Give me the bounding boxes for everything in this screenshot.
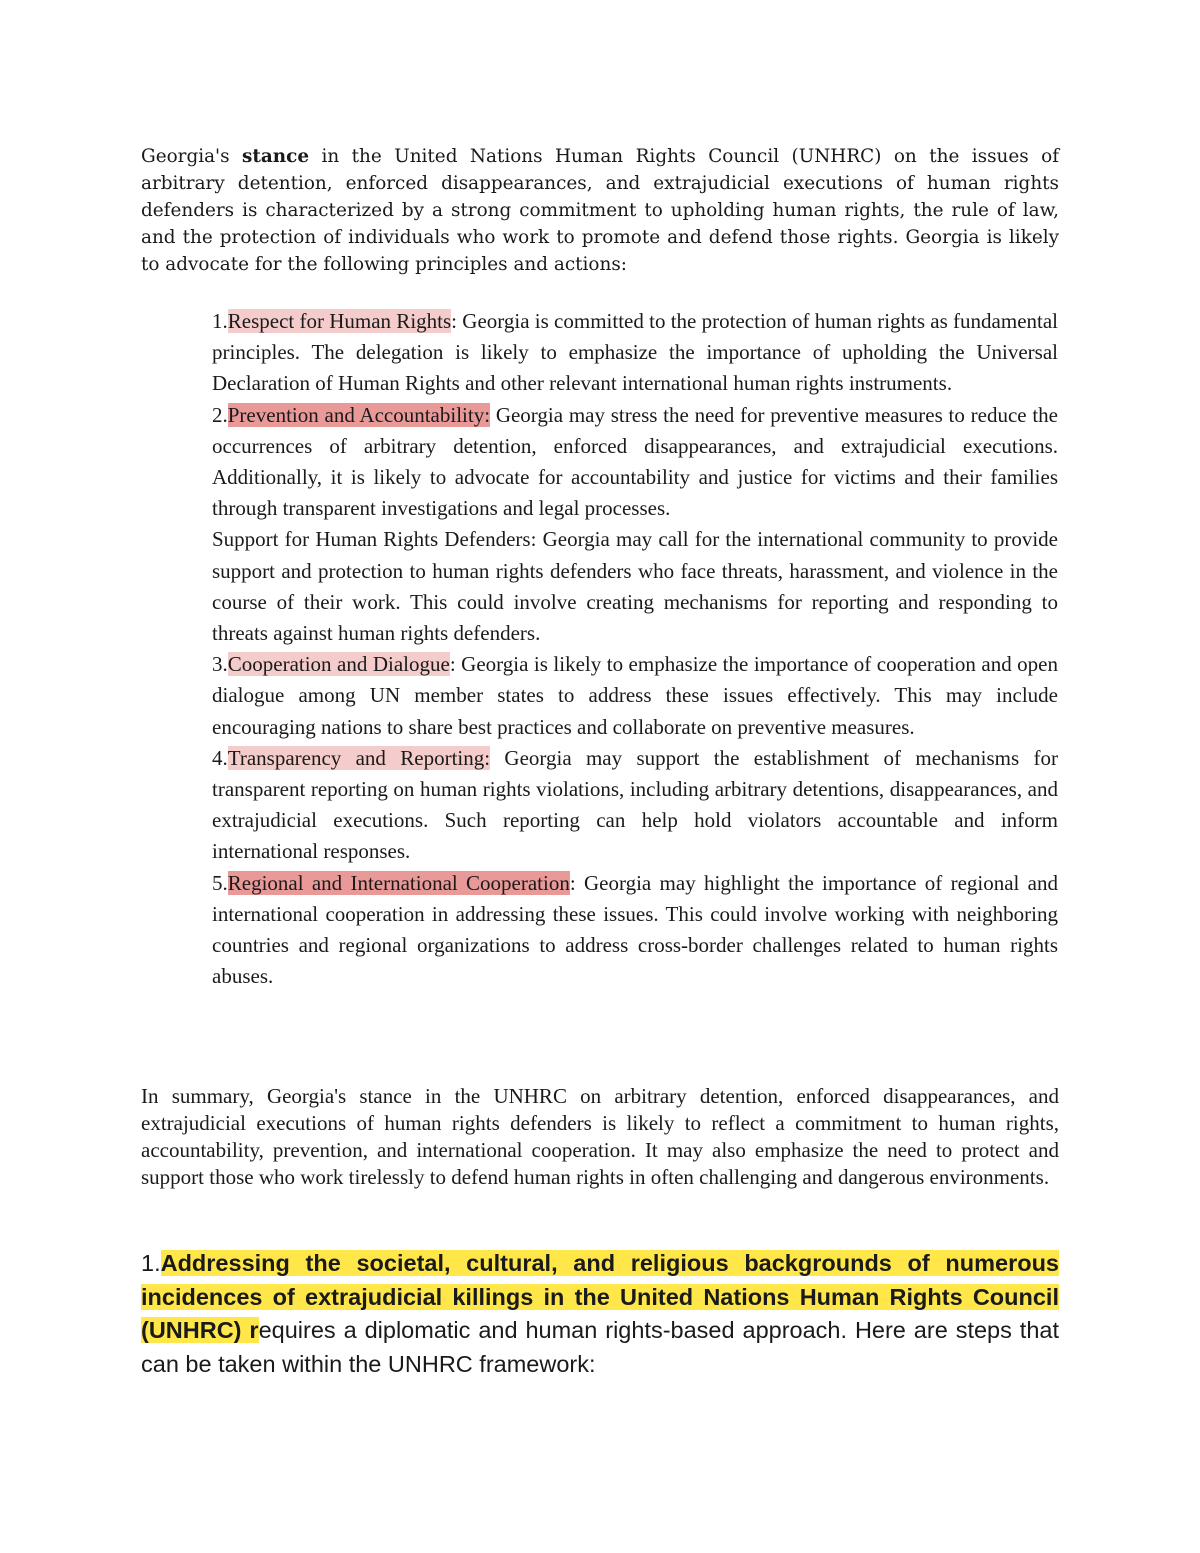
item-number: 3.: [212, 652, 228, 677]
item-number: 1.: [212, 309, 228, 333]
principles-list: [212, 306, 1058, 992]
support-paragraph: Support for Human Rights Defenders: Georgia may call for the international community to provide support and protection to human rights defenders who face threats, harassment, and violence in the course of their work. This could involve creating mechanisms for reporting and responding to threats against human rights defenders.: [212, 527, 1058, 646]
item-body: Georgia is committed to the protection of human rights as fundamental principles. The delegation is likely to emphasize the importance of upholding the Universal Declaration of Human Rights and other relevant international human rights instruments.: [212, 309, 1059, 396]
intro-rest: in the United Nations Human Rights Council (UNHRC) on the issues of arbitrary detention, enforced disappearances, and extrajudicial executions of human rights defenders is characterized by a strong commitment to upholding human rights, the rule of law, and the protection of individuals who work to promote and defend those rights. Georgia is likely to advocate for the following principles and actions:: [141, 146, 1059, 275]
intro-lead: Georgia's: [141, 146, 242, 167]
item-title-highlight: Respect for Human Rights: [227, 309, 452, 333]
item-body: Georgia may highlight the importance of regional and international cooperation in addressing these issues. This could involve working with neighboring countries and regional organizations to address cross-border challenges related to human rights abuses.: [212, 870, 1058, 989]
item-number: 2.: [212, 402, 228, 427]
list-item: [212, 306, 1058, 400]
item-title-highlight: Cooperation and Dialogue: [227, 652, 450, 677]
section-heading: [141, 1247, 1059, 1381]
item-title-highlight: Transparency and Reporting:: [227, 745, 491, 770]
heading-rest: equires a diplomatic and human rights-based approach. Here are steps that can be taken within the UNHRC framework:: [141, 1317, 1060, 1377]
list-item: [212, 400, 1058, 525]
heading-highlight: Addressing the societal, cultural, and religious backgrounds of numerous incidences of extrajudicial killings in the United Nations Human Rights Council (UNHRC) r: [141, 1250, 1059, 1343]
item-body: Georgia may support the establishment of mechanisms for transparent reporting on human rights violations, including arbitrary detentions, disappearances, and extrajudicial executions. Such reporting can help hold violators accountable and inform international responses.: [212, 745, 1058, 864]
item-separator: :: [569, 870, 576, 895]
list-item: [212, 743, 1058, 868]
item-title-highlight: Regional and International Cooperation: [227, 870, 570, 895]
list-item: [212, 868, 1058, 993]
item-separator: :: [449, 652, 456, 677]
item-body: Georgia may stress the need for preventive measures to reduce the occurrences of arbitrary detention, enforced disappearances, and extrajudicial executions. Additionally, it is likely to advocate for accountability and justice for victims and their families through transparent investigations and legal processes.: [212, 402, 1058, 521]
item-body: Georgia is likely to emphasize the importance of cooperation and open dialogue among UN member states to address these issues effectively. This may include encouraging nations to share best practices and collaborate on preventive measures.: [212, 652, 1059, 739]
item-number: 4.: [212, 745, 228, 770]
item-separator: :: [451, 309, 458, 333]
heading-number: 1.: [141, 1250, 161, 1276]
item-title-highlight: Prevention and Accountability:: [227, 402, 491, 427]
summary-paragraph: In summary, Georgia's stance in the UNHRC on arbitrary detention, enforced disappearances, and extrajudicial executions of human rights defenders is likely to reflect a commitment to human rights, accountability, prevention, and international cooperation. It may also emphasize the need to protect and support those who work tirelessly to defend human rights in often challenging and dangerous environments.: [141, 1084, 1059, 1189]
intro-paragraph: [141, 143, 1059, 278]
list-item: [212, 649, 1058, 743]
item-number: 5.: [212, 870, 228, 895]
intro-bold-word: stance: [242, 146, 310, 167]
